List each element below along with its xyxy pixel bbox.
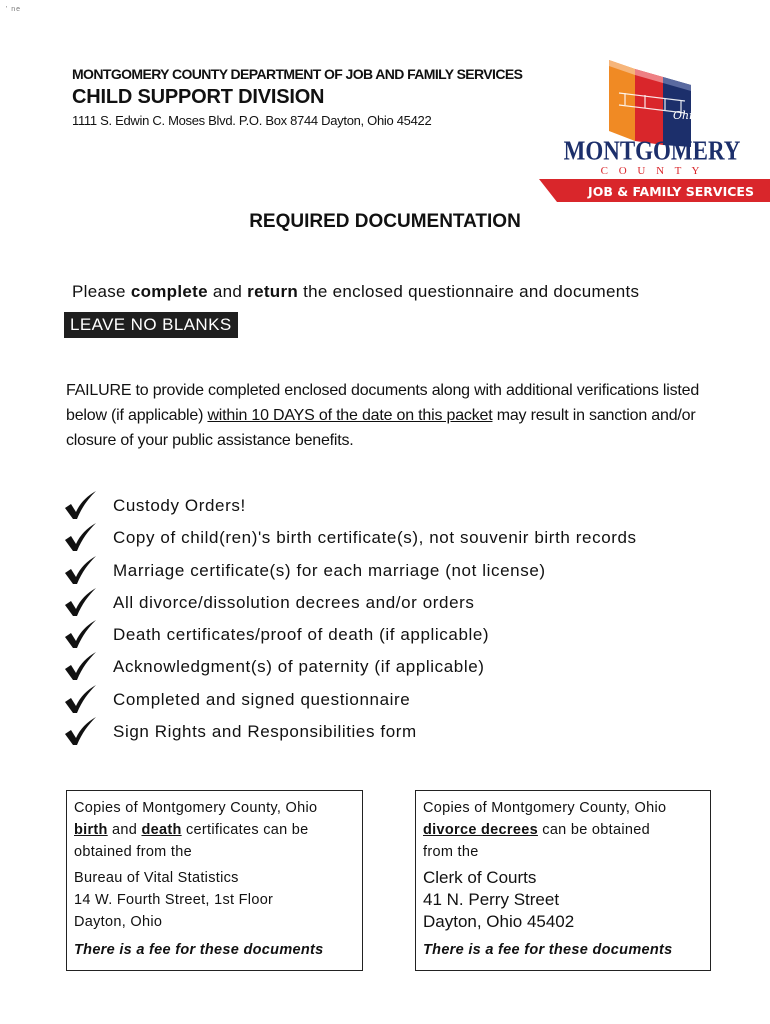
logo-word-county: C O U N T Y <box>600 165 704 177</box>
clerk-city: Dayton, Ohio 45402 <box>423 912 575 931</box>
checklist-item-text: Sign Rights and Responsibilities form <box>113 722 417 742</box>
checkmark-icon <box>62 490 98 520</box>
checklist-item <box>62 682 742 714</box>
logo-word-montgomery: MONTGOMERY <box>563 135 741 166</box>
checkmark-icon <box>62 522 98 552</box>
fee-notice: There is a fee for these documents <box>74 942 324 958</box>
checklist-item <box>62 488 742 520</box>
checkmark-icon <box>62 555 98 585</box>
checkmark-icon <box>62 716 98 746</box>
vital-statistics-city: Dayton, Ohio <box>74 914 163 930</box>
box-intro: Copies of Montgomery County, Ohio <box>423 800 667 816</box>
checklist-item <box>62 649 742 681</box>
montgomery-county-logo <box>535 55 770 205</box>
department-name: MONTGOMERY COUNTY DEPARTMENT OF JOB AND FAMILY SERVICES <box>72 66 523 82</box>
checklist-item-text: Death certificates/proof of death (if applicable) <box>113 625 490 645</box>
checklist-item <box>62 553 742 585</box>
checklist-item <box>62 585 742 617</box>
leave-no-blanks-banner: LEAVE NO BLANKS <box>64 312 238 338</box>
vital-statistics-street: 14 W. Fourth Street, 1st Floor <box>74 892 274 908</box>
page-title: REQUIRED DOCUMENTATION <box>249 211 521 232</box>
checklist-item-text: All divorce/dissolution decrees and/or orders <box>113 592 475 612</box>
checklist-item-text: Acknowledgment(s) of paternity (if applicable) <box>113 657 485 677</box>
division-name: CHILD SUPPORT DIVISION <box>72 86 325 108</box>
checklist-item <box>62 714 742 746</box>
checkmark-icon <box>62 587 98 617</box>
logo-script: Ohio <box>673 109 700 122</box>
clerk-street: 41 N. Perry Street <box>423 890 560 909</box>
clerk-name: Clerk of Courts <box>423 868 537 887</box>
checklist-item <box>62 617 742 649</box>
required-documents-list <box>62 488 742 746</box>
checklist-item-text: Copy of child(ren)'s birth certificate(s), not souvenir birth records <box>113 528 637 548</box>
box-intro: Copies of Montgomery County, Ohio <box>74 800 318 816</box>
failure-notice: FAILURE to provide completed enclosed documents along with additional verifications listed below (if applicable) within 10 DAYS of the date on this packet may result in sanction and/or closure of your public assistance benefits. <box>66 382 700 449</box>
instructions: Please complete and return the enclosed questionnaire and documents <box>72 282 640 301</box>
checklist-item <box>62 520 742 552</box>
checklist-item-text: Marriage certificate(s) for each marriage (not license) <box>113 560 546 580</box>
checklist-item-text: Custody Orders! <box>113 496 246 515</box>
birth-death-certificates-box: Copies of Montgomery County, Ohio birth and death certificates can be obtained from the Bureau of Vital Statistics 14 W. Fourth Street, 1st Floor Dayton, Ohio There is a fee for these documents <box>66 790 363 971</box>
corner-mark: ' ne <box>6 6 22 13</box>
checklist-item-text: Completed and signed questionnaire <box>113 689 411 709</box>
checkmark-icon <box>62 651 98 681</box>
checkmark-icon <box>62 684 98 714</box>
address: 1111 S. Edwin C. Moses Blvd. P.O. Box 8744 Dayton, Ohio 45422 <box>72 113 432 128</box>
vital-statistics-name: Bureau of Vital Statistics <box>74 870 239 886</box>
fee-notice: There is a fee for these documents <box>423 942 673 958</box>
checkmark-icon <box>62 619 98 649</box>
divorce-decrees-box: Copies of Montgomery County, Ohio divorce decrees can be obtained from the Clerk of Courts 41 N. Perry Street Dayton, Ohio 45402 There is a fee for these documents <box>415 790 711 971</box>
logo-banner-text: JOB & FAMILY SERVICES <box>588 184 754 199</box>
